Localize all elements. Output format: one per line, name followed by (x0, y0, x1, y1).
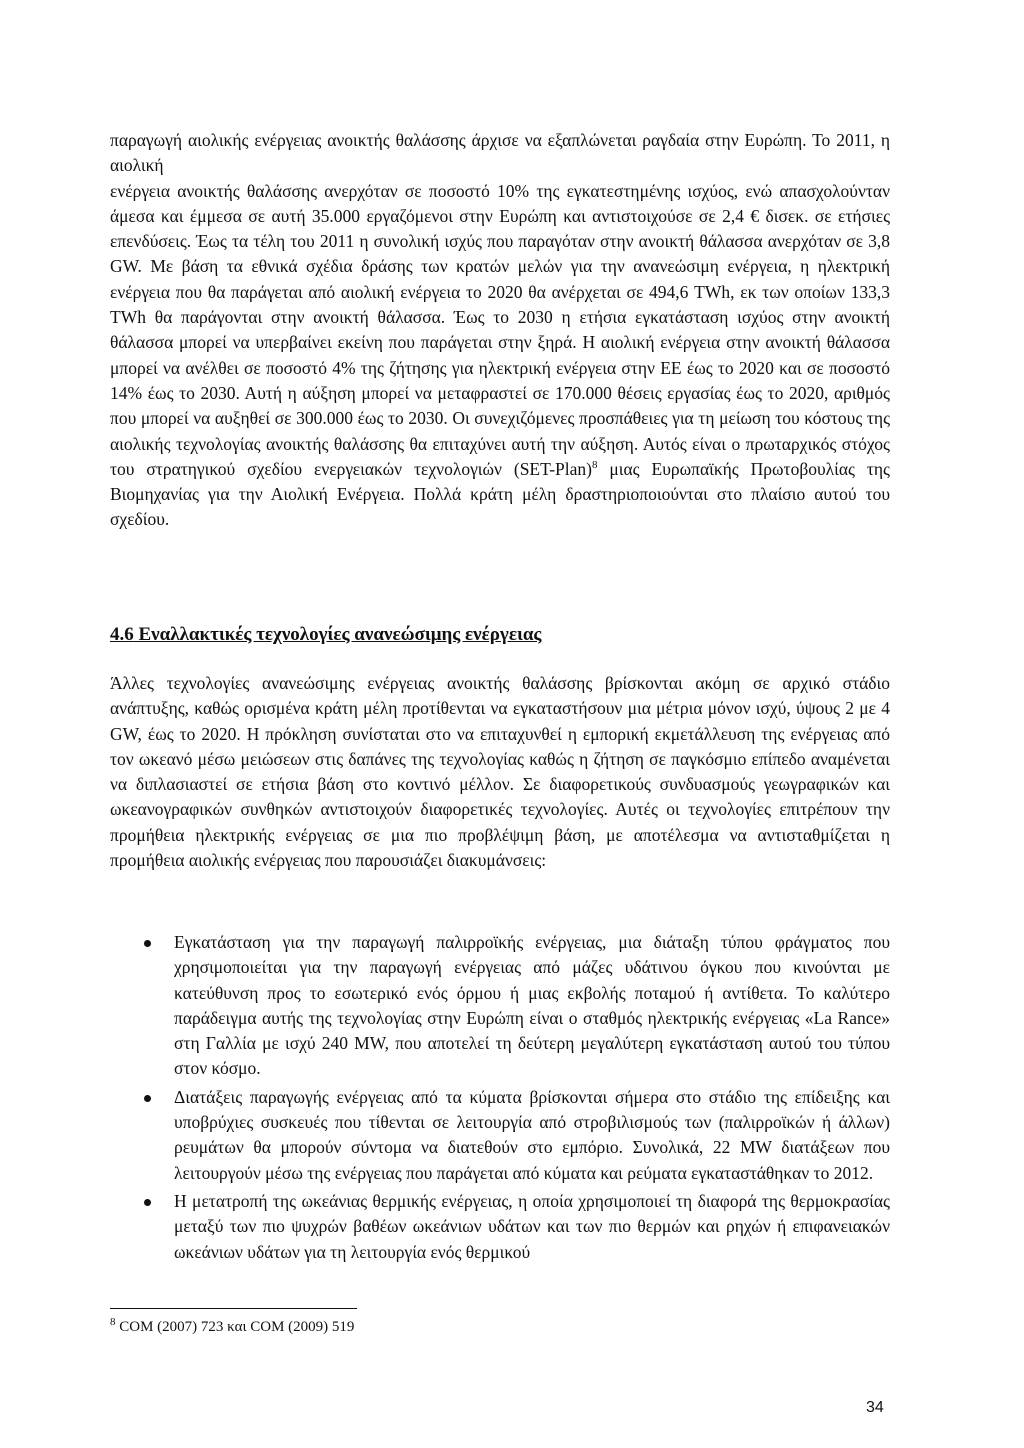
paragraph-1 (110, 128, 890, 533)
section-number: 4.6 (110, 624, 134, 645)
list-item (110, 930, 890, 1082)
paragraph-1-line-1: παραγωγή αιολικής ενέργειας ανοικτής θαλάσσης άρχισε να εξαπλώνεται ραγδαία στην Ευρώπη. Το 2011, η αιολική (110, 130, 890, 176)
bullet-list (110, 930, 890, 1268)
list-item-text: Η μετατροπή της ωκεάνιας θερμικής ενέργειας, η οποία χρησιμοποιεί τη διαφορά της θερμοκρασίας μεταξύ των πιο ψυχρών βαθέων ωκεάνιων υδάτων και των πιο θερμών και ρηχών ή επιφανειακών ωκεάνιων υδάτων για τη λειτουργία ενός θερμικού (174, 1190, 890, 1262)
footnote-marker: 8 (110, 1316, 116, 1328)
bullet-icon (144, 940, 151, 947)
footnote-text: COM (2007) 723 και COM (2009) 519 (115, 1319, 355, 1335)
section-title: Εναλλακτικές τεχνολογίες ανανεώσιμης ενέργειας (138, 624, 542, 645)
paragraph-1-text-b: μιας Ευρωπαϊκής Πρωτοβουλίας της Βιομηχανίας για την Αιολική Ενέργεια. Πολλά κράτη μέλη δραστηριοποιούνται στο πλαίσιο αυτού του σχεδίου. (110, 458, 890, 530)
list-item (110, 1085, 890, 1186)
bullet-icon (144, 1095, 151, 1102)
page-number: 34 (866, 1399, 884, 1416)
paragraph-2: Άλλες τεχνολογίες ανανεώσιμης ενέργειας ανοικτής θαλάσσης βρίσκονται ακόμη σε αρχικό στάδιο ανάπτυξης, καθώς ορισμένα κράτη μέλη προτίθενται να εγκαταστήσουν μια μέτρια μόνον ισχύ, ύψους 2 με 4 GW, έως το 2020. Η πρόκληση συνίσταται στο να επιταχυνθεί η εμπορική εκμετάλλευση της ενέργειας από τον ωκεανό μέσω μειώσεων στις δαπάνες της τεχνολογίας καθώς η ζήτηση σε παγκόσμιο επίπεδο αναμένεται να διπλασιαστεί σε ετήσια βάση στο κοντινό μέλλον. Σε διαφορετικούς συνδυασμούς γεωγραφικών και ωκεανογραφικών συνθηκών αντιστοιχούν διαφορετικές τεχνολογίες. Αυτές οι τεχνολογίες επιτρέπουν την προμήθεια ηλεκτρικής ενέργειας σε μια πιο προβλέψιμη βάση, με αποτέλεσμα να αντισταθμίζεται η προμήθεια αιολικής ενέργειας που παρουσιάζει διακυμάνσεις: (110, 673, 890, 871)
list-item-text: Διατάξεις παραγωγής ενέργειας από τα κύματα βρίσκονται σήμερα στο στάδιο της επίδειξης και υποβρύχιες συσκευές που τίθενται σε λειτουργία από στροβιλισμούς των (παλιρροϊκών ή άλλων) ρευμάτων θα μπορούν σύντομα να διατεθούν στο εμπόριο. Συνολικά, 22 MW διατάξεων που λειτουργούν μέσω της ενέργειας που παράγεται από κύματα και ρεύματα εγκαταστάθηκαν το 2012. (174, 1086, 890, 1183)
footnote-separator (110, 1308, 357, 1309)
bullet-icon (144, 1199, 151, 1206)
paragraph-1-text-a: ενέργεια ανοικτής θαλάσσης ανερχόταν σε ποσοστό 10% της εγκατεστημένης ισχύος, ενώ απασχολούνταν άμεσα και έμμεσα σε αυτή 35.000 εργαζόμενοι στην Ευρώπη και αντιστοιχούσε σε 2,4 € δισεκ. σε ετήσιες επενδύσεις. Έως τα τέλη του 2011 η συνολική ισχύς που παραγόταν στην ανοικτή θάλασσα ανερχόταν σε 3,8 GW. Με βάση τα εθνικά σχέδια δράσης των κρατών μελών για την ανανεώσιμη ενέργεια, η ηλεκτρική ενέργεια που θα παράγεται από αιολική ενέργεια το 2020 θα ανέρχεται σε 494,6 TWh, εκ των οποίων 133,3 TWh θα παράγονται στην ανοικτή θάλασσα. Έως το 2030 η ετήσια εγκατάσταση ισχύος στην ανοικτή θάλασσα μπορεί να υπερβαίνει εκείνη που παράγεται στην ξηρά. Η αιολική ενέργεια στην ανοικτή θάλασσα μπορεί να ανέλθει σε ποσοστό 4% της ζήτησης για ηλεκτρική ενέργεια στην ΕΕ έως το 2020 και σε ποσοστό 14% έως το 2030. Αυτή η αύξηση μπορεί να μεταφραστεί σε 170.000 θέσεις εργασίας έως το 2020, αριθμός που μπορεί να αυξηθεί σε 300.000 έως το 2030. Οι συνεχιζόμενες προσπάθειες για τη μείωση του κόστους της αιολικής τεχνολογίας ανοικτής θαλάσσης θα επιταχύνει αυτή την αύξηση. Αυτός είναι ο πρωταρχικός στόχος του στρατηγικού σχεδίου ενεργειακών τεχνολογιών (SET-Plan) (110, 180, 890, 479)
footnote-reference[interactable]: 8 (591, 459, 598, 472)
list-item (110, 1189, 890, 1265)
section-heading (110, 624, 890, 646)
footnote (110, 1316, 355, 1336)
list-item-text: Εγκατάσταση για την παραγωγή παλιρροϊκής ενέργειας, μια διάταξη τύπου φράγματος που χρησιμοποιείται για την παραγωγή ενέργειας από μάζες υδάτινου όγκου που κινούνται με κατεύθυνση προς το εσωτερικό ενός όρμου ή μιας εκβολής ποταμού ή αντίθετα. Το καλύτερο παράδειγμα αυτής της τεχνολογίας στην Ευρώπη είναι ο σταθμός ηλεκτρικής ενέργειας «La Rance» στη Γαλλία με ισχύ 240 MW, που αποτελεί τη δεύτερη μεγαλύτερη εγκατάσταση αυτού του τύπου στον κόσμο. (174, 932, 890, 1079)
